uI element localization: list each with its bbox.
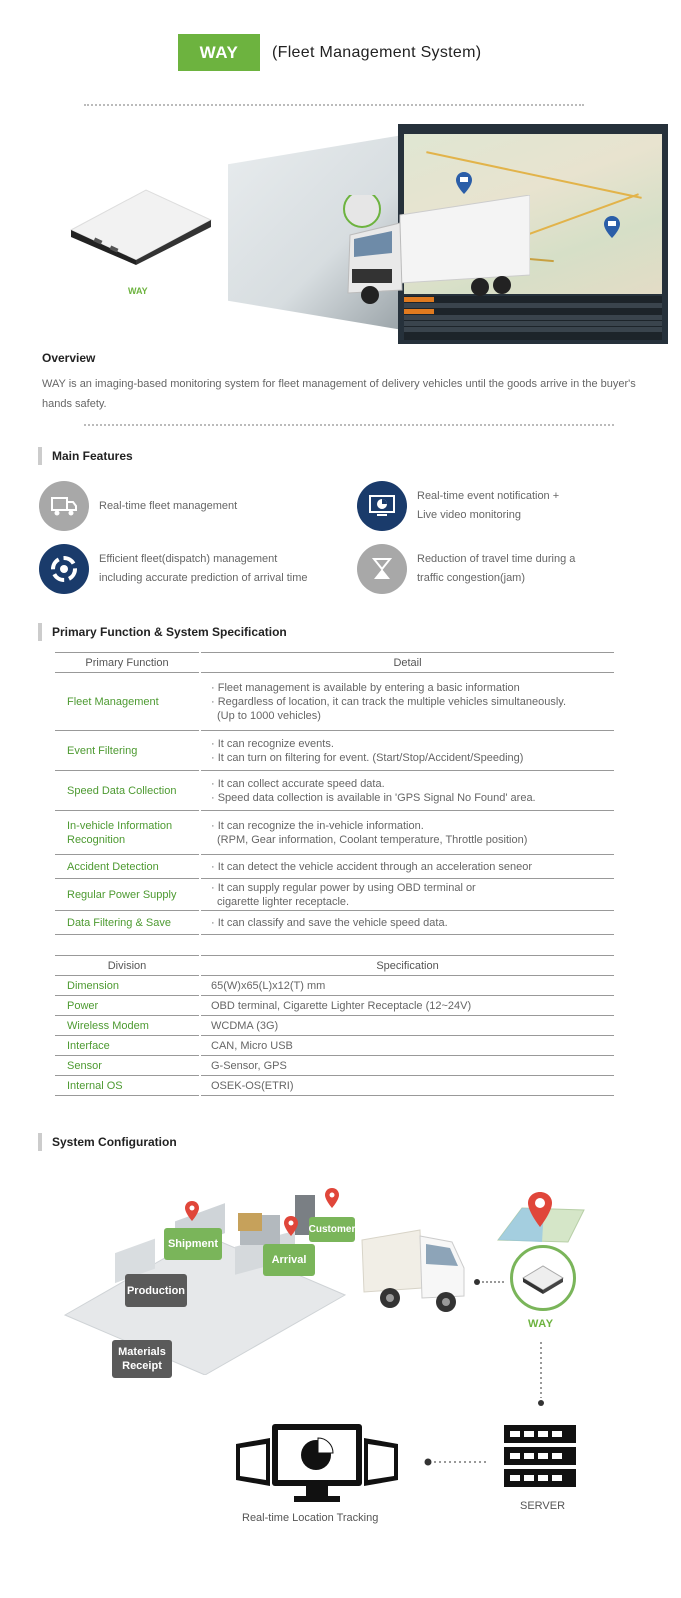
table-row	[55, 1056, 614, 1076]
table-row	[55, 855, 614, 879]
feature-item	[357, 544, 575, 594]
connector-dots	[424, 1458, 486, 1466]
table-row	[55, 1036, 614, 1056]
feature-line: including accurate prediction of arrival time	[99, 572, 308, 584]
server-icon	[502, 1423, 578, 1491]
feature-line: Reduction of travel time during a	[417, 553, 576, 565]
detail-line: · Speed data collection is available in 'GPS Signal No Found' area.	[211, 791, 536, 804]
tag-line: Receipt	[122, 1360, 162, 1372]
column-header: Detail	[200, 653, 614, 673]
detail-line: · Fleet management is available by entering a basic information	[211, 681, 520, 694]
detail-line: (RPM, Gear information, Coolant temperature, Throttle position)	[217, 833, 528, 846]
detail-line: · It can collect accurate speed data.	[211, 777, 385, 790]
table-row	[55, 731, 614, 771]
feature-item	[39, 544, 308, 594]
spec-name: Wireless Modem	[55, 1016, 200, 1036]
table-row	[55, 976, 614, 996]
table-row	[55, 673, 614, 731]
customer-tag: Customer	[309, 1217, 355, 1242]
location-pin-icon	[325, 1188, 339, 1208]
main-features-header	[38, 446, 133, 466]
dotted-divider	[84, 424, 614, 426]
column-header: Primary Function	[55, 653, 200, 673]
table-row	[55, 811, 614, 855]
feature-line: traffic congestion(jam)	[417, 572, 526, 584]
delivery-truck-image	[360, 1228, 470, 1313]
function-name: In-vehicle Information Recognition	[55, 811, 200, 855]
spec-name: Power	[55, 996, 200, 1016]
spec-table	[55, 955, 614, 1096]
spec-name: Dimension	[55, 976, 200, 996]
monitors-icon	[232, 1420, 402, 1508]
overview-text: WAY is an imaging-based monitoring system for fleet management of delivery vehicles until the goods arrive in the buyer's hands safety.	[42, 378, 636, 410]
spec-value: OBD terminal, Cigarette Lighter Receptacle (12~24V)	[200, 996, 614, 1016]
detail-line: · It can classify and save the vehicle speed data.	[211, 916, 448, 929]
spec-value: G-Sensor, GPS	[200, 1056, 614, 1076]
function-name: Event Filtering	[55, 731, 200, 771]
page-title: (Fleet Management System)	[272, 43, 482, 61]
page-header	[178, 34, 481, 71]
feature-line: Efficient fleet(dispatch) management	[99, 553, 278, 565]
section-title: Primary Function & System Specification	[52, 625, 287, 639]
system-config-header	[38, 1132, 177, 1152]
function-name: Accident Detection	[55, 855, 200, 879]
feature-line: Live video monitoring	[417, 509, 521, 521]
feature-line: Real-time fleet management	[99, 499, 238, 512]
server-label: SERVER	[520, 1500, 566, 1512]
spec-value: OSEK-OS(ETRI)	[200, 1076, 614, 1096]
map-pin-icon	[604, 216, 620, 238]
way-device-circle	[510, 1245, 576, 1311]
shipment-tag: Shipment	[164, 1228, 222, 1260]
detail-line: · It can supply regular power by using OBD terminal or	[211, 881, 476, 894]
spec-value: CAN, Micro USB	[200, 1036, 614, 1056]
detail-line: (Up to 1000 vehicles)	[217, 709, 321, 722]
arrival-tag: Arrival	[263, 1244, 315, 1276]
function-name: Speed Data Collection	[55, 771, 200, 811]
hourglass-road-icon	[357, 544, 407, 594]
detail-line: · It can recognize events.	[211, 737, 334, 750]
spec-value: WCDMA (3G)	[200, 1016, 614, 1036]
dotted-divider	[84, 104, 584, 106]
truck-image	[340, 195, 530, 305]
tag-line: Materials	[118, 1346, 166, 1358]
spec-name: Internal OS	[55, 1076, 200, 1096]
tracking-label: Real-time Location Tracking	[242, 1512, 379, 1524]
map-pin-icon	[456, 172, 472, 194]
table-row	[55, 911, 614, 935]
function-name: Fleet Management	[55, 673, 200, 731]
function-spec-header	[38, 622, 287, 642]
map-icon	[494, 1190, 586, 1245]
spec-name: Sensor	[55, 1056, 200, 1076]
connector-dots	[474, 1279, 506, 1285]
overview-title: Overview	[42, 351, 96, 365]
production-tag: Production	[125, 1274, 187, 1307]
detail-line: cigarette lighter receptacle.	[217, 895, 350, 908]
section-title: System Configuration	[52, 1135, 177, 1149]
way-label: WAY	[528, 1318, 554, 1330]
column-header: Division	[55, 956, 200, 976]
function-name: Data Filtering & Save	[55, 911, 200, 935]
spec-value: 65(W)x65(L)x12(T) mm	[200, 976, 614, 996]
section-title: Main Features	[52, 449, 133, 463]
feature-line: Real-time event notification +	[417, 490, 560, 502]
detail-line: · It can recognize the in-vehicle information.	[211, 819, 424, 832]
table-row	[55, 1016, 614, 1036]
materials-receipt-tag	[112, 1340, 172, 1378]
table-row	[55, 879, 614, 911]
location-pin-icon	[284, 1216, 298, 1236]
feature-item	[39, 481, 237, 531]
table-row	[55, 771, 614, 811]
truck-document-icon	[39, 481, 89, 531]
monitor-chart-icon	[357, 481, 407, 531]
spec-name: Interface	[55, 1036, 200, 1056]
detail-line: · Regardless of location, it can track the multiple vehicles simultaneously.	[211, 695, 567, 708]
way-badge: WAY	[178, 34, 260, 71]
table-row	[55, 1076, 614, 1096]
function-table	[55, 652, 614, 935]
way-device-image	[66, 185, 216, 265]
dispatch-cycle-icon	[39, 544, 89, 594]
device-label: WAY	[128, 286, 148, 296]
detail-line: · It can detect the vehicle accident through an acceleration seneor	[211, 860, 533, 873]
table-row	[55, 996, 614, 1016]
location-pin-icon	[185, 1201, 199, 1221]
feature-item	[357, 481, 559, 531]
function-name: Regular Power Supply	[55, 879, 200, 911]
detail-line: · It can turn on filtering for event. (Start/Stop/Accident/Speeding)	[211, 751, 524, 764]
column-header: Specification	[200, 956, 614, 976]
connector-dots	[538, 1342, 544, 1408]
